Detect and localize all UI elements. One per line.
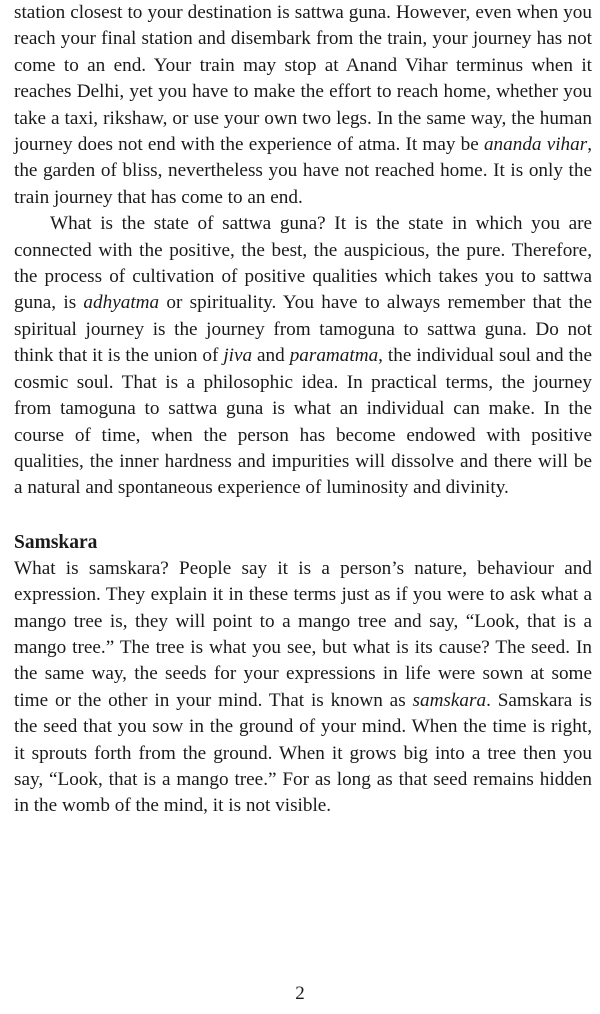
- paragraph-text: , the garden of bliss, nevertheless you have not reached home. It is only the train journey that has come to an end.: [14, 134, 592, 208]
- paragraph-text: or spirituality. You have to always remember that the spiritual journey is the journey from tamoguna to sattwa guna. Do not think that it is the union of: [14, 292, 592, 367]
- paragraph-text: What is the state of sattwa guna? It is the state in which you are connected with the positive, the best, the auspicious, the pure. Therefore, the process of cultivation of positive qualities which takes you to sattwa guna, is: [14, 213, 592, 314]
- paragraph-journey: [14, 0, 592, 211]
- paragraph-text: . Samskara is the seed that you sow in the ground of your mind. When the time is right, it sprouts forth from the ground. When it grows big into a tree then you say, “Look, that is a mango tree.” For as long as that seed remains hidden in the womb of the mind, it is not visible.: [14, 689, 592, 817]
- paragraph-text: , the individual soul and the cosmic soul. That is a philosophic idea. In practical terms, the journey from tamoguna to sattwa guna is what an individual can make. In the course of time, when the person has become endowed with positive qualities, the inner hardness and impurities will dissolve and there will be a natural and spontaneous experience of luminosity and divinity.: [14, 345, 592, 499]
- paragraph-samskara: [14, 556, 592, 820]
- italic-term: samskara: [412, 689, 487, 711]
- italic-term: jiva: [223, 345, 253, 367]
- paragraph-text: station closest to your destination is sattwa guna. However, even when you reach your final station and disembark from the train, your journey has not come to an end. Your train may stop at Anand Vihar terminus when it reaches Delhi, yet you have to make the effort to reach home, whether you take a taxi, rikshaw, or use your own two legs. In the same way, the human journey does not end with the experience of atma. It may be: [14, 2, 592, 156]
- italic-term: paramatma: [289, 345, 379, 367]
- paragraph-sattwa-guna: [14, 211, 592, 501]
- section-heading: Samskara: [14, 531, 98, 553]
- page-body: [14, 0, 592, 820]
- italic-term: ananda vihar: [483, 134, 588, 156]
- page-number: 2: [295, 983, 305, 1004]
- paragraph-text: What is samskara? People say it is a person’s nature, behaviour and expression. They explain it in these terms just as if you were to ask what a mango tree is, they will point to a mango tree and say, “Look, that is a mango tree.” The tree is what you see, but what is its cause? The seed. In the same way, the seeds for your expressions in life were sown at some time or the other in your mind. That is known as: [14, 557, 592, 711]
- italic-term: adhyatma: [83, 292, 160, 314]
- paragraph-text: and: [252, 345, 290, 367]
